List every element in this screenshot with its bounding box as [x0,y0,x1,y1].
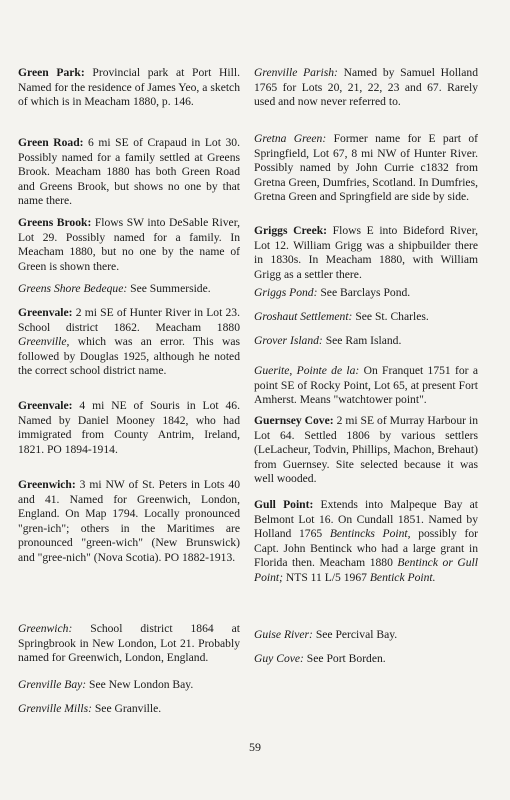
entry-text: Flows SW into DeSable River, Lot 29. Possibly named for a family. In Meacham 1880, but no one by the name of Green is shown there. [18,216,240,273]
entry-text: which was an error. This was followed by Douglas 1925, although he noted the correct school district name. [18,335,240,378]
entry-headword: Gretna Green: [254,132,327,145]
gazetteer-entry [254,66,478,110]
entry-text: Greenville, [18,335,70,349]
entry-text: Flows E into Bideford River, Lot 12. William Grigg was a shipbuilder there in 1830s. In Meacham 1880, with William Grigg as a settler there. [254,224,478,281]
entry-headword: Greenvale: [18,306,73,319]
gazetteer-entry [18,399,240,457]
entry-headword: Green Park: [18,66,85,79]
entry-text: See St. Charles. [352,310,429,323]
entry-headword: Griggs Creek: [254,224,328,237]
gazetteer-entry [18,282,240,297]
gazetteer-entry [18,216,240,274]
entry-text: See Summerside. [127,282,211,295]
entry-text: Bentick Point. [369,570,436,584]
gazetteer-entry [254,364,478,408]
gazetteer-entry [254,498,478,586]
gazetteer-entry [254,286,478,301]
entry-text: Named by Samuel Holland 1765 for Lots 20, 21, 22, 23 and 67. Rarely used and now never referred to. [254,66,478,109]
entry-headword: Griggs Pond: [254,286,318,299]
entry-headword: Guy Cove: [254,652,304,665]
entry-text: See Percival Bay. [312,628,398,641]
gazetteer-entry [18,306,240,379]
entry-headword: Guernsey Cove: [254,414,334,427]
entry-text: Former name for E part of Springfield, Lot 67, 8 mi NW of Hunter River. Possibly named by John Currie c1832 from Gretna Green, Dumfries, Scotland. In Dumfries, Gretna Green and Springfield are side by side. [254,132,478,204]
entry-headword: Grenville Mills: [18,702,92,715]
entry-headword: Green Road: [18,136,84,149]
gazetteer-entry [18,136,240,209]
gazetteer-entry [254,628,478,643]
entry-text: See Granville. [91,702,162,715]
gazetteer-entry [18,66,240,110]
entry-headword: Greens Shore Bedeque: [18,282,128,295]
gazetteer-entry [254,224,478,282]
entry-headword: Guerite, Pointe de la: [254,364,360,377]
gazetteer-entry [18,478,240,566]
entry-text: See New London Bay. [86,678,194,691]
entry-headword: Greens Brook: [18,216,92,229]
entry-text: On Franquet 1751 for a point SE of Rocky Point, Lot 65, at present Fort Amherst. Means "watchtower point". [254,364,478,407]
entry-text: Bentinck or Gull Point; [254,556,478,584]
entry-text: 2 mi SE of Murray Harbour in Lot 64. Settled 1806 by various settlers (LeLacheur, Todvin, Phillips, Machon, Brehaut) from Guernsey. Site selected because it was well wooded. [254,414,478,486]
gazetteer-entry [254,310,478,325]
entry-text: Provincial park at Port Hill. Named for the residence of James Yeo, a sketch of which is in Meacham 1880, p. 146. [18,66,240,109]
gazetteer-entry [254,414,478,487]
entry-headword: Greenwich: [18,622,73,635]
entry-headword: Groshaut Settlement: [254,310,353,323]
entry-text: Extends into Malpeque Bay at Belmont Lot 16. On Cundall 1851. Named by Holland 1765 [254,498,479,541]
gazetteer-entry [254,652,478,667]
entry-text: possibly for Capt. John Bentinck who had a large grant in Florida then. Meacham 1880 [254,527,479,570]
entry-headword: Gull Point: [254,498,314,511]
entry-text: See Port Borden. [303,652,386,665]
entry-text: 2 mi SE of Hunter River in Lot 23. School district 1862. Meacham 1880 [18,306,240,334]
entry-headword: Grenville Bay: [18,678,87,691]
entry-text: See Ram Island. [322,334,402,347]
gazetteer-entry [18,702,240,717]
entry-headword: Grenville Parish: [254,66,338,79]
entry-text: Bentincks Point, [329,527,411,541]
entry-text: 6 mi SE of Crapaud in Lot 30. Possibly named for a family settled at Greens Brook. Meacham 1880 has both Green Road and Greens Brook, but shows no one by that name there. [18,136,240,208]
entry-headword: Greenvale: [18,399,73,412]
entry-text: NTS 11 L/5 1967 [282,570,370,584]
entry-text: 3 mi NW of St. Peters in Lots 40 and 41. Named for Greenwich, London, England. On Map 1794. Locally pronounced "gren-ich"; others in the Maritimes are pronounced "green-wich" (New Brunswick) and "gree-nich" (Nova Scotia). PO 1882-1913. [18,478,240,564]
entry-headword: Greenwich: [18,478,76,491]
entry-text: School district 1864 at Springbrook in New London, Lot 21. Probably named for Greenwich, London, England. [18,622,240,665]
entry-text: 4 mi NE of Souris in Lot 46. Named by Daniel Mooney 1842, who had immigrated from County Antrim, Ireland, 1821. PO 1894-1914. [18,399,240,456]
page-number: 59 [249,740,261,754]
gazetteer-entry [18,622,240,666]
gazetteer-entry [254,334,478,349]
gazetteer-entry [18,678,240,693]
entry-headword: Guise River: [254,628,313,641]
entry-headword: Grover Island: [254,334,323,347]
entry-text: See Barclays Pond. [317,286,411,299]
gazetteer-entry [254,132,478,205]
